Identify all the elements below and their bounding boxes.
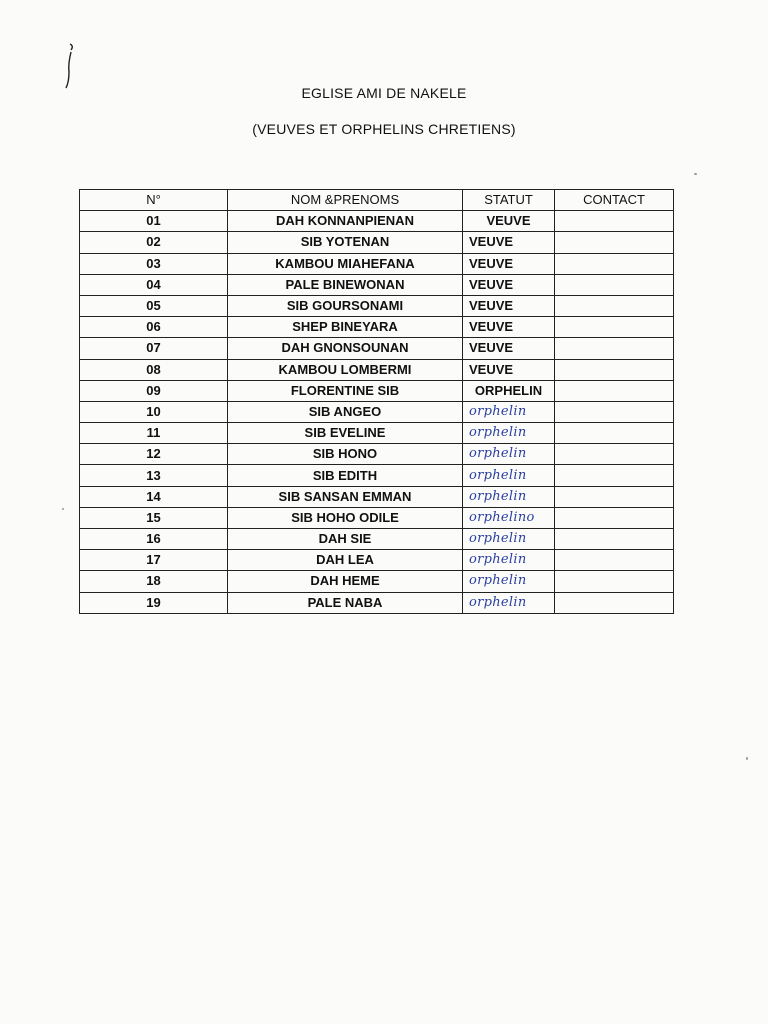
column-header-status: STATUT bbox=[463, 190, 555, 211]
table-row bbox=[80, 211, 674, 232]
row-contact bbox=[555, 274, 674, 295]
row-number: 05 bbox=[80, 295, 228, 316]
row-contact bbox=[555, 550, 674, 571]
row-status: VEUVE bbox=[463, 211, 555, 232]
table-row bbox=[80, 444, 674, 465]
column-header-number: N° bbox=[80, 190, 228, 211]
table-row bbox=[80, 486, 674, 507]
row-status: orphelin bbox=[463, 465, 555, 486]
row-status: orphelin bbox=[463, 486, 555, 507]
table-row bbox=[80, 423, 674, 444]
document-subtitle: (VEUVES ET ORPHELINS CHRETIENS) bbox=[252, 121, 516, 137]
row-name: SIB ANGEO bbox=[228, 401, 463, 422]
column-header-name: NOM &PRENOMS bbox=[228, 190, 463, 211]
row-status: orphelin bbox=[463, 529, 555, 550]
row-status: VEUVE bbox=[463, 295, 555, 316]
row-number: 12 bbox=[80, 444, 228, 465]
row-number: 04 bbox=[80, 274, 228, 295]
row-status: VEUVE bbox=[463, 338, 555, 359]
row-name: PALE NABA bbox=[228, 592, 463, 613]
row-name: DAH KONNANPIENAN bbox=[228, 211, 463, 232]
row-contact bbox=[555, 359, 674, 380]
column-header-contact: CONTACT bbox=[555, 190, 674, 211]
row-number: 10 bbox=[80, 401, 228, 422]
table-row bbox=[80, 338, 674, 359]
row-name: DAH SIE bbox=[228, 529, 463, 550]
row-contact bbox=[555, 295, 674, 316]
table-row bbox=[80, 592, 674, 613]
row-status: VEUVE bbox=[463, 253, 555, 274]
row-contact bbox=[555, 507, 674, 528]
table-row bbox=[80, 295, 674, 316]
row-contact bbox=[555, 571, 674, 592]
row-number: 18 bbox=[80, 571, 228, 592]
row-contact bbox=[555, 317, 674, 338]
row-name: FLORENTINE SIB bbox=[228, 380, 463, 401]
row-number: 08 bbox=[80, 359, 228, 380]
row-number: 15 bbox=[80, 507, 228, 528]
table-row bbox=[80, 317, 674, 338]
row-name: SIB GOURSONAMI bbox=[228, 295, 463, 316]
row-name: SIB EVELINE bbox=[228, 423, 463, 444]
row-name: SIB HONO bbox=[228, 444, 463, 465]
row-contact bbox=[555, 211, 674, 232]
table-row bbox=[80, 232, 674, 253]
row-status: orphelin bbox=[463, 592, 555, 613]
row-status: orphelino bbox=[463, 507, 555, 528]
row-status: VEUVE bbox=[463, 359, 555, 380]
row-contact bbox=[555, 401, 674, 422]
row-number: 06 bbox=[80, 317, 228, 338]
row-contact bbox=[555, 444, 674, 465]
row-number: 11 bbox=[80, 423, 228, 444]
row-contact bbox=[555, 529, 674, 550]
document-title: EGLISE AMI DE NAKELE bbox=[301, 85, 467, 101]
member-table bbox=[79, 189, 674, 614]
row-number: 14 bbox=[80, 486, 228, 507]
table-header-row bbox=[80, 190, 674, 211]
row-contact bbox=[555, 423, 674, 444]
row-contact bbox=[555, 465, 674, 486]
row-status: ORPHELIN bbox=[463, 380, 555, 401]
table-row bbox=[80, 359, 674, 380]
row-name: DAH LEA bbox=[228, 550, 463, 571]
row-name: SIB SANSAN EMMAN bbox=[228, 486, 463, 507]
row-status: orphelin bbox=[463, 401, 555, 422]
scan-speck bbox=[694, 173, 697, 175]
row-name: PALE BINEWONAN bbox=[228, 274, 463, 295]
row-status: orphelin bbox=[463, 571, 555, 592]
table-row bbox=[80, 550, 674, 571]
row-number: 19 bbox=[80, 592, 228, 613]
table-row bbox=[80, 274, 674, 295]
row-status: VEUVE bbox=[463, 317, 555, 338]
scan-speck bbox=[62, 508, 64, 510]
table-row bbox=[80, 465, 674, 486]
row-contact bbox=[555, 253, 674, 274]
row-name: SIB YOTENAN bbox=[228, 232, 463, 253]
table-row bbox=[80, 380, 674, 401]
row-number: 13 bbox=[80, 465, 228, 486]
row-number: 01 bbox=[80, 211, 228, 232]
row-status: VEUVE bbox=[463, 274, 555, 295]
row-name: DAH GNONSOUNAN bbox=[228, 338, 463, 359]
row-name: SIB EDITH bbox=[228, 465, 463, 486]
row-contact bbox=[555, 338, 674, 359]
table-row bbox=[80, 401, 674, 422]
row-status: VEUVE bbox=[463, 232, 555, 253]
row-number: 03 bbox=[80, 253, 228, 274]
table-row bbox=[80, 253, 674, 274]
row-status: orphelin bbox=[463, 423, 555, 444]
row-name: DAH HEME bbox=[228, 571, 463, 592]
row-contact bbox=[555, 232, 674, 253]
row-contact bbox=[555, 380, 674, 401]
row-name: SHEP BINEYARA bbox=[228, 317, 463, 338]
row-status: orphelin bbox=[463, 550, 555, 571]
row-name: KAMBOU MIAHEFANA bbox=[228, 253, 463, 274]
table-row bbox=[80, 571, 674, 592]
table-row bbox=[80, 529, 674, 550]
row-status: orphelin bbox=[463, 444, 555, 465]
row-contact bbox=[555, 486, 674, 507]
row-number: 16 bbox=[80, 529, 228, 550]
row-name: KAMBOU LOMBERMI bbox=[228, 359, 463, 380]
scan-speck bbox=[746, 757, 748, 760]
row-name: SIB HOHO ODILE bbox=[228, 507, 463, 528]
row-number: 17 bbox=[80, 550, 228, 571]
table-row bbox=[80, 507, 674, 528]
row-number: 07 bbox=[80, 338, 228, 359]
row-number: 09 bbox=[80, 380, 228, 401]
row-contact bbox=[555, 592, 674, 613]
row-number: 02 bbox=[80, 232, 228, 253]
